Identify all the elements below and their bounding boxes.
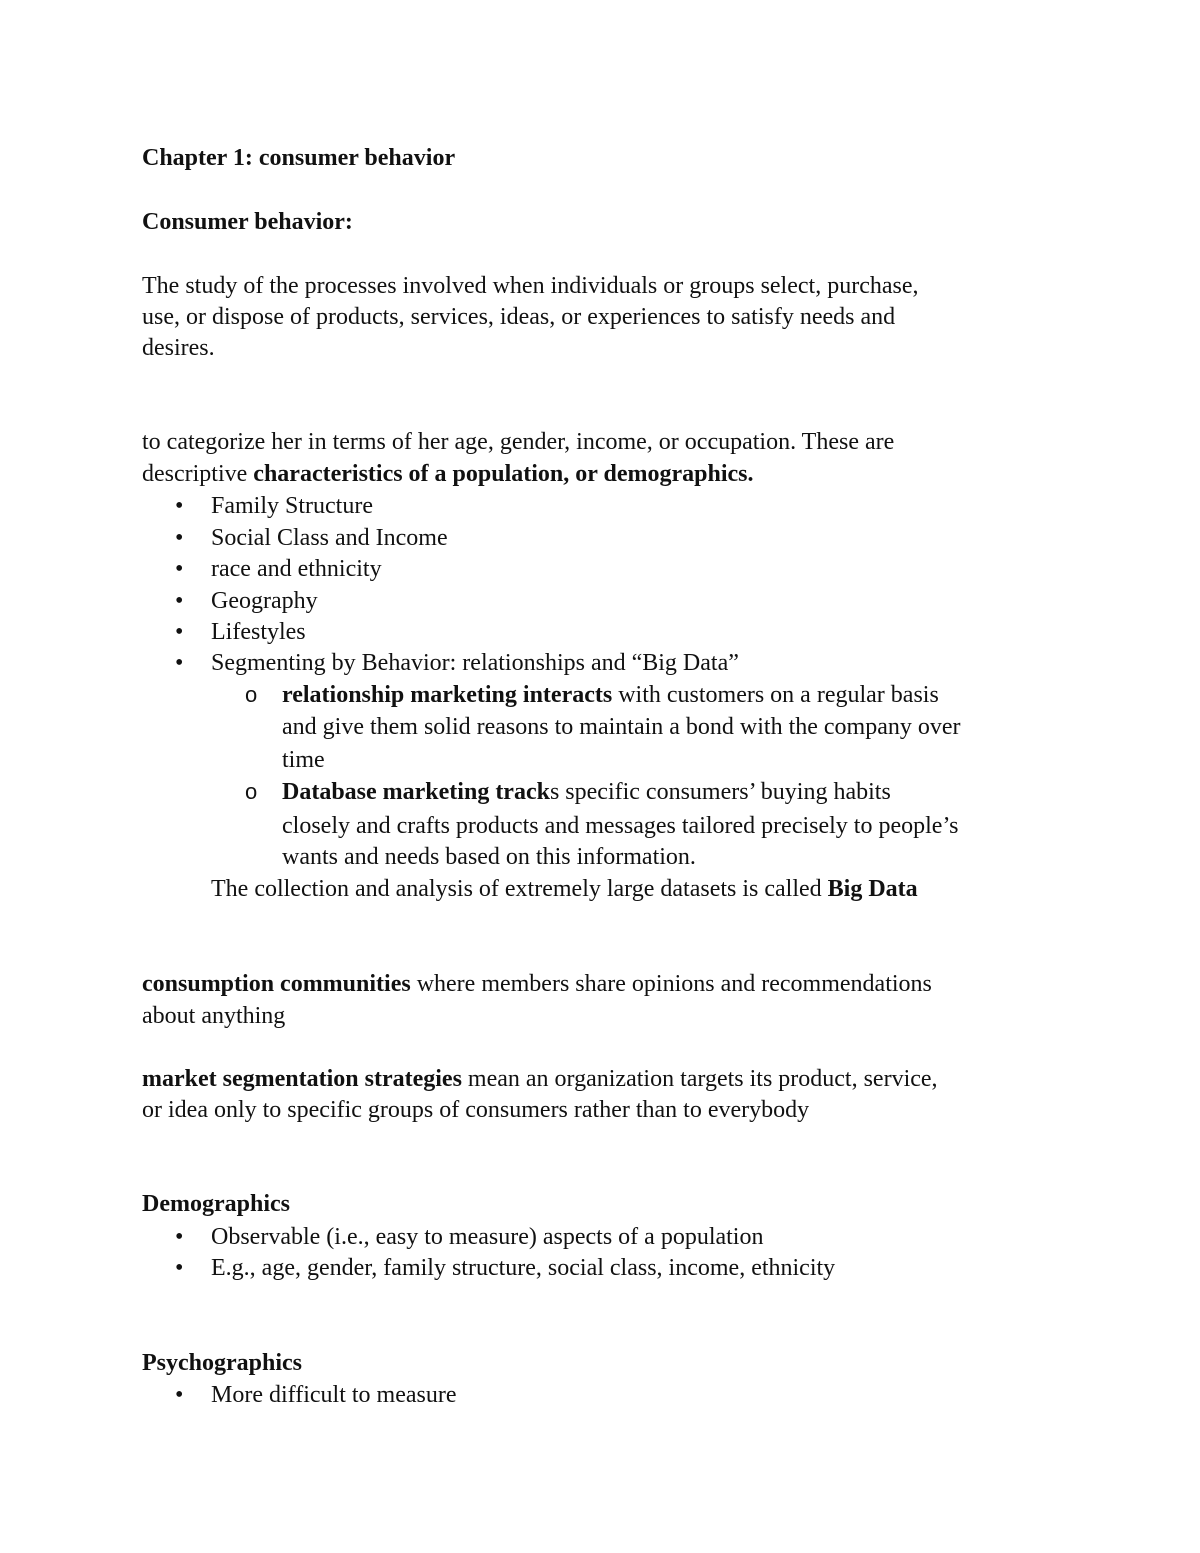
demographics-intro-line-2 — [142, 458, 754, 490]
bullet-marker: • — [175, 619, 184, 645]
demographics-intro-line-1: to categorize her in terms of her age, gender, income, or occupation. These are — [142, 429, 895, 455]
sub-list-item-text: and give them solid reasons to maintain a bond with the company over — [282, 714, 961, 740]
big-data-plain: The collection and analysis of extremely large datasets is called — [211, 876, 828, 902]
term-big-data: Big Data — [827, 876, 918, 902]
definition-line-3: desires. — [142, 335, 215, 361]
definition-heading: Consumer behavior: — [142, 209, 353, 235]
segmentation-line-2: or idea only to specific groups of consumers rather than to everybody — [142, 1097, 810, 1123]
bullet-marker: • — [175, 493, 184, 519]
list-item-text: Segmenting by Behavior: relationships and “Big Data” — [211, 650, 739, 676]
bullet-marker: • — [175, 1255, 184, 1281]
bullet-marker: • — [175, 588, 184, 614]
bullet-marker: • — [175, 556, 184, 582]
demographics-heading: Demographics — [142, 1191, 290, 1217]
sub-bullet-marker: o — [245, 779, 258, 804]
sub-item-rest: with customers on a regular basis — [612, 682, 939, 708]
segmentation-line-1 — [142, 1063, 938, 1095]
consumption-line-2: about anything — [142, 1003, 286, 1029]
term-market-segmentation: market segmentation strategies — [142, 1066, 462, 1092]
sub-list-item-text — [282, 679, 939, 711]
sub-list-item-text — [282, 776, 891, 808]
sub-list-item-text: wants and needs based on this information. — [282, 844, 696, 870]
term-database-marketing: Database marketing track — [282, 779, 550, 805]
list-item-text: Lifestyles — [211, 619, 306, 645]
segmentation-rest: mean an organization targets its product, service, — [461, 1066, 938, 1092]
list-item-text: Geography — [211, 588, 318, 614]
sub-list-item-text: time — [282, 747, 325, 773]
list-item-text: Family Structure — [211, 493, 373, 519]
definition-line-2: use, or dispose of products, services, ideas, or experiences to satisfy needs and — [142, 304, 896, 330]
big-data-line — [211, 873, 918, 905]
sub-bullet-marker: o — [245, 682, 258, 707]
sub-item-rest: s specific consumers’ buying habits — [549, 779, 891, 805]
list-item-text: More difficult to measure — [211, 1382, 457, 1408]
sub-list-item-text: closely and crafts products and messages tailored precisely to people’s — [282, 813, 959, 839]
intro-plain-text: descriptive — [142, 461, 254, 487]
consumption-rest: where members share opinions and recommendations — [410, 971, 932, 997]
list-item-text: Social Class and Income — [211, 525, 448, 551]
list-item-text: Observable (i.e., easy to measure) aspects of a population — [211, 1224, 764, 1250]
term-consumption-communities: consumption communities — [142, 971, 411, 997]
definition-line-1: The study of the processes involved when individuals or groups select, purchase, — [142, 273, 919, 299]
bullet-marker: • — [175, 1224, 184, 1250]
intro-bold-text: characteristics of a population, or demographics. — [253, 461, 754, 487]
list-item-text: E.g., age, gender, family structure, social class, income, ethnicity — [211, 1255, 836, 1281]
bullet-marker: • — [175, 650, 184, 676]
term-relationship-marketing: relationship marketing interacts — [282, 682, 613, 708]
list-item-text: race and ethnicity — [211, 556, 382, 582]
chapter-title: Chapter 1: consumer behavior — [142, 145, 456, 171]
consumption-line-1 — [142, 968, 932, 1000]
psychographics-heading: Psychographics — [142, 1350, 303, 1376]
bullet-marker: • — [175, 1382, 184, 1408]
bullet-marker: • — [175, 525, 184, 551]
